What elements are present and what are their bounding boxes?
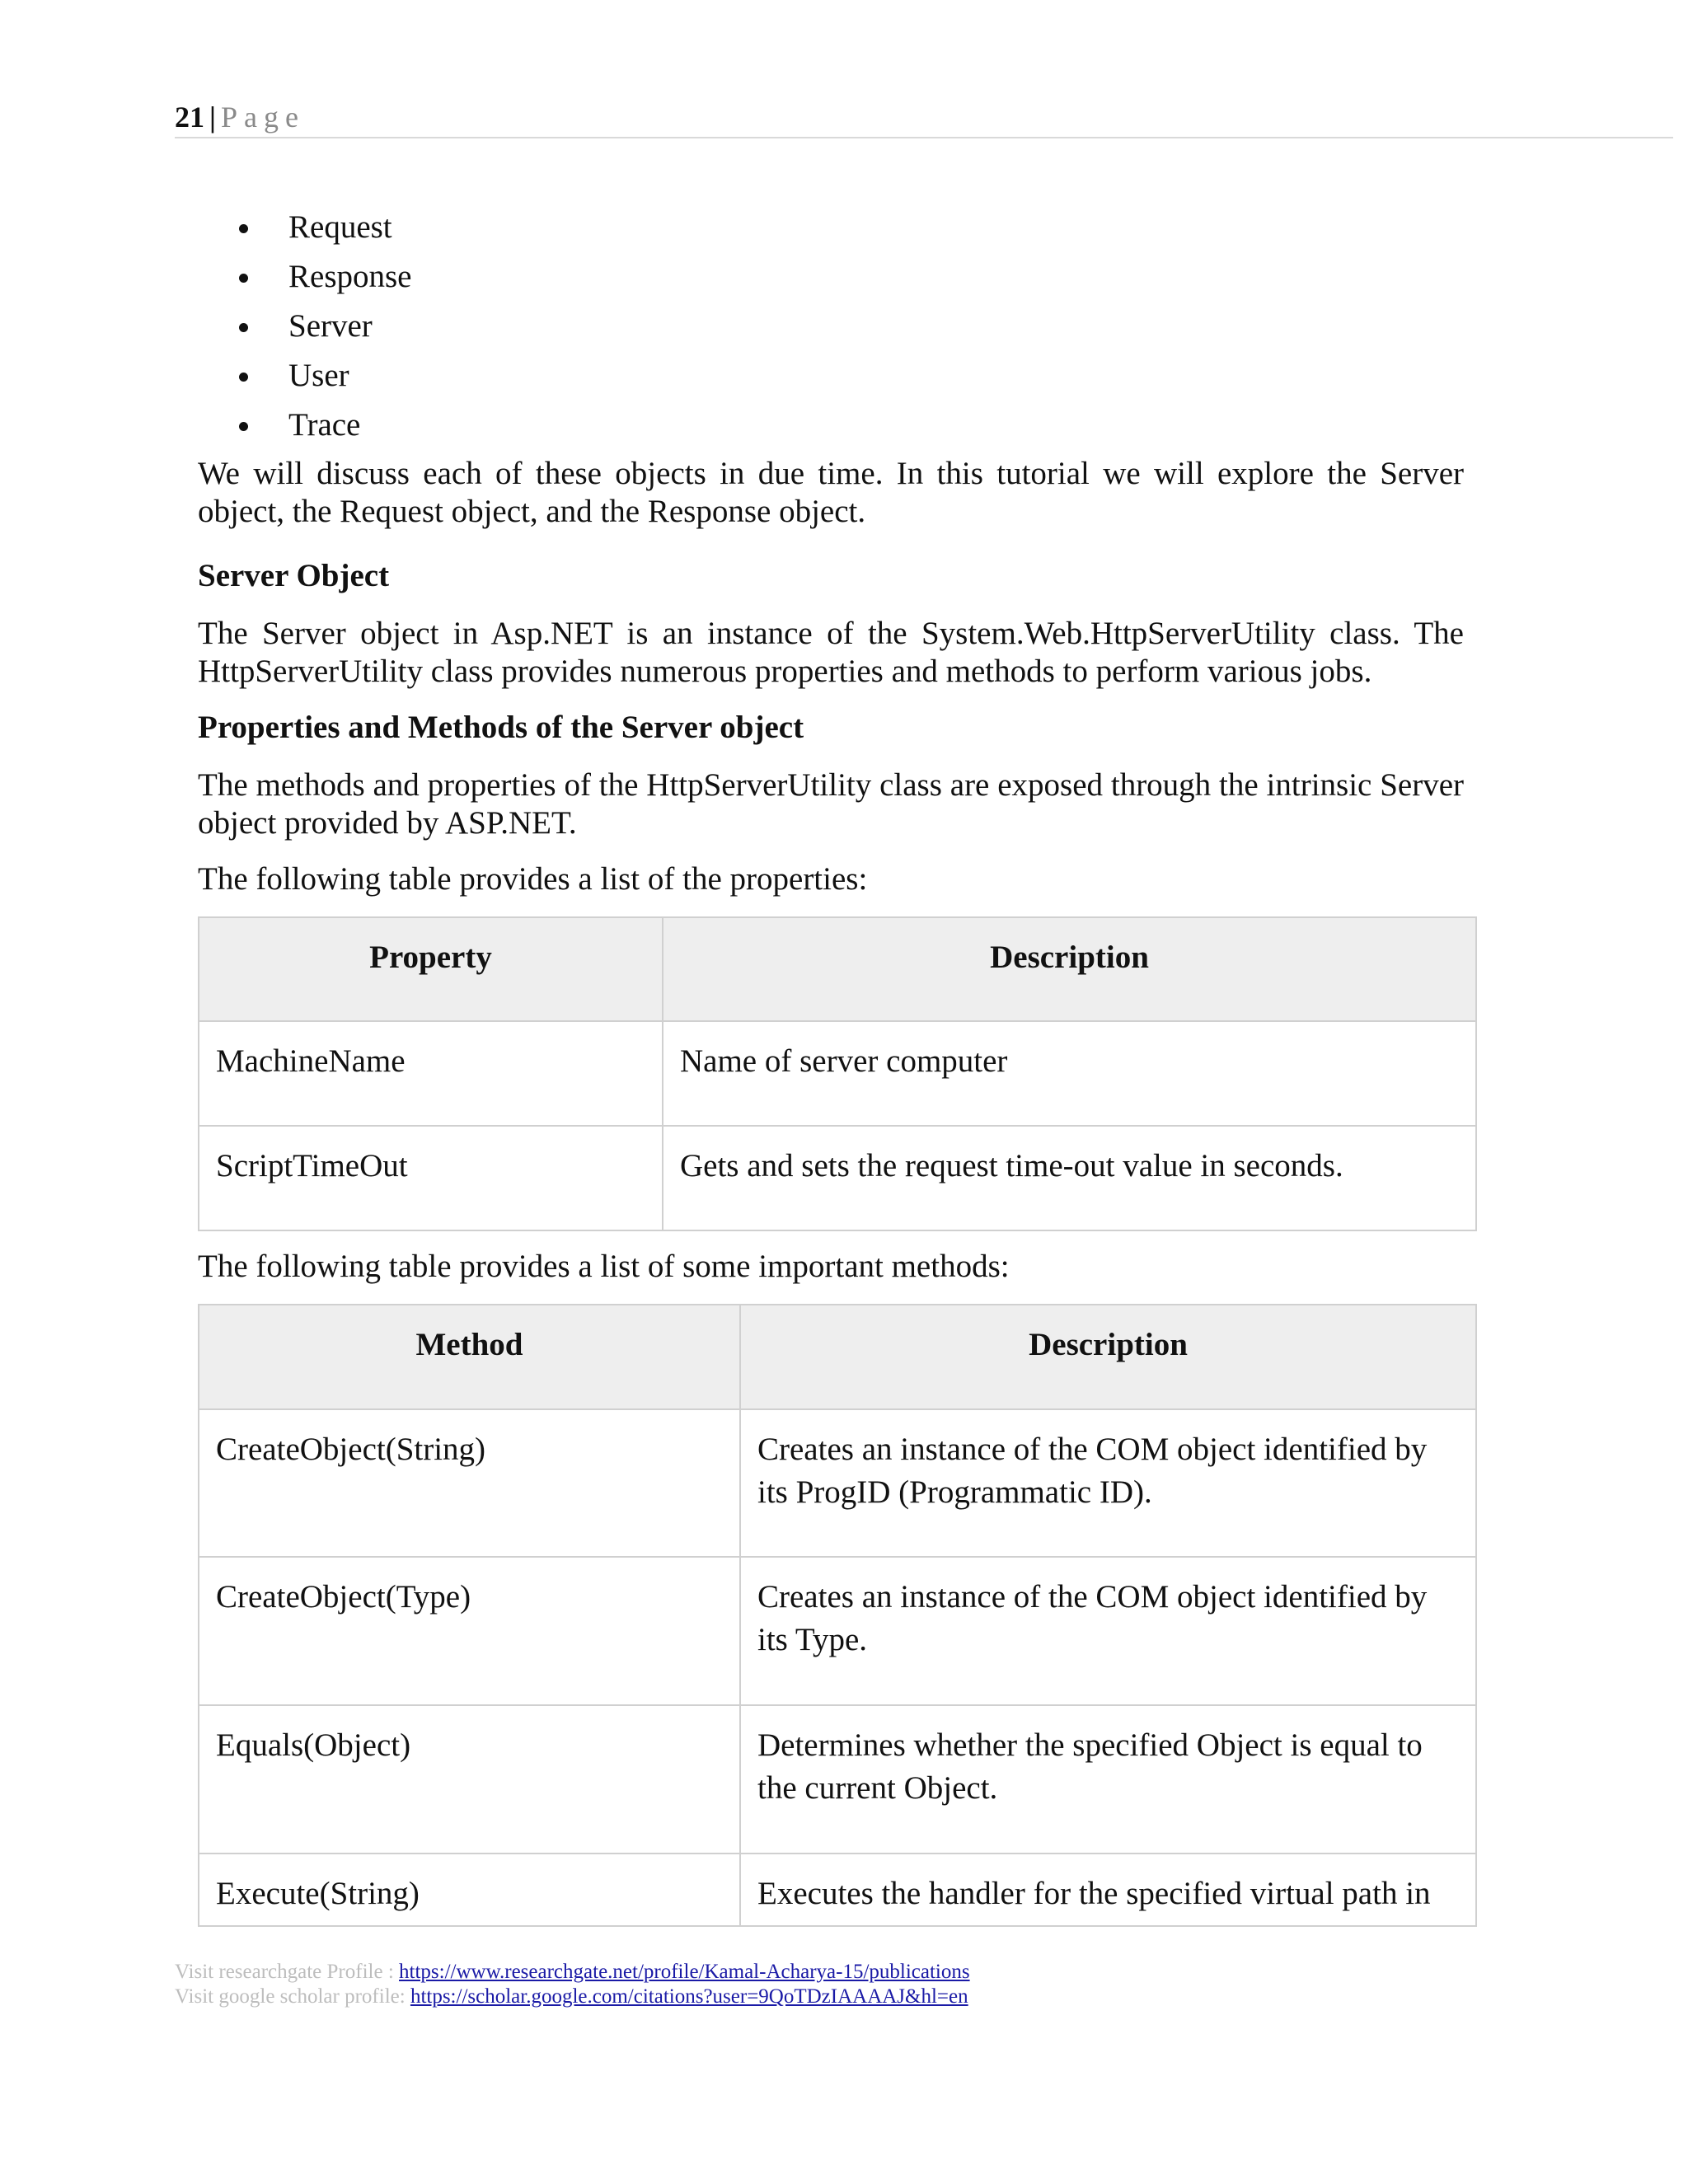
- table-row: [199, 1705, 1476, 1854]
- server-object-paragraph: The Server object in Asp.NET is an instance of the System.Web.HttpServerUtility class. The HttpServerUtility class provides numerous properties and methods to perform various jobs.: [198, 616, 1464, 689]
- method-description-cell: Determines whether the specified Object is equal to the current Object.: [740, 1705, 1476, 1854]
- column-header-description: Description: [663, 917, 1476, 1021]
- page-footer: [175, 1960, 970, 2009]
- method-description-cell: Creates an instance of the COM object identified by its Type.: [740, 1557, 1476, 1705]
- scholar-line: [175, 1985, 970, 2009]
- scholar-link[interactable]: https://scholar.google.com/citations?user=9QoTDzIAAAAJ&hl=en: [410, 1985, 968, 2008]
- table-header-row: [199, 1305, 1476, 1409]
- list-item: [198, 351, 1464, 401]
- property-name-cell: ScriptTimeOut: [199, 1126, 663, 1230]
- column-header-method: Method: [199, 1305, 740, 1409]
- researchgate-line: [175, 1960, 970, 1985]
- list-item: [198, 302, 1464, 351]
- object-list: [198, 203, 1464, 450]
- method-name-cell: CreateObject(String): [199, 1409, 740, 1557]
- method-name-cell: CreateObject(Type): [199, 1557, 740, 1705]
- bullet-icon: [239, 224, 248, 233]
- properties-table-caption: The following table provides a list of the properties:: [198, 861, 868, 897]
- bullet-icon: [239, 323, 248, 332]
- page-separator: |: [209, 101, 216, 134]
- column-header-property: Property: [199, 917, 663, 1021]
- method-description-cell: Creates an instance of the COM object identified by its ProgID (Programmatic ID).: [740, 1409, 1476, 1557]
- column-header-description: Description: [740, 1305, 1476, 1409]
- scholar-label: Visit google scholar profile:: [175, 1985, 410, 2008]
- bullet-icon: [239, 422, 248, 431]
- methods-table: [198, 1304, 1477, 1927]
- list-item-label: Response: [288, 259, 412, 294]
- properties-table: [198, 916, 1477, 1231]
- table-row: [199, 1409, 1476, 1557]
- list-item: [198, 203, 1464, 252]
- table-row: [199, 1854, 1476, 1926]
- properties-methods-heading: Properties and Methods of the Server object: [198, 710, 804, 745]
- table-row: [199, 1021, 1476, 1126]
- list-item: [198, 401, 1464, 450]
- table-row: [199, 1557, 1476, 1705]
- list-item-label: Trace: [288, 407, 361, 443]
- property-description-cell: Gets and sets the request time-out value in seconds.: [663, 1126, 1476, 1230]
- method-description-cell: Executes the handler for the specified virtual path in: [740, 1854, 1476, 1926]
- researchgate-link[interactable]: https://www.researchgate.net/profile/Kamal-Acharya-15/publications: [399, 1961, 970, 1983]
- bullet-icon: [239, 373, 248, 382]
- property-name-cell: MachineName: [199, 1021, 663, 1126]
- bullet-icon: [239, 274, 248, 283]
- page-header: [175, 97, 1673, 138]
- table-header-row: [199, 917, 1476, 1021]
- table-row: [199, 1126, 1476, 1230]
- list-item-label: Server: [288, 308, 373, 344]
- method-name-cell: Execute(String): [199, 1854, 740, 1926]
- method-name-cell: Equals(Object): [199, 1705, 740, 1854]
- page-content: [198, 203, 1464, 1927]
- properties-methods-paragraph: The methods and properties of the HttpServerUtility class are exposed through the intrinsic Server object provided by ASP.NET.: [198, 767, 1464, 841]
- intro-paragraph: We will discuss each of these objects in due time. In this tutorial we will explore the Server object, the Request object, and the Response object.: [198, 456, 1464, 529]
- list-item: [198, 252, 1464, 302]
- methods-table-caption: The following table provides a list of some important methods:: [198, 1249, 1010, 1284]
- list-item-label: Request: [288, 209, 392, 245]
- researchgate-label: Visit researchgate Profile :: [175, 1961, 400, 1983]
- property-description-cell: Name of server computer: [663, 1021, 1476, 1126]
- list-item-label: User: [288, 358, 349, 393]
- page-number: 21: [175, 101, 204, 134]
- page-word: Page: [220, 101, 305, 134]
- server-object-heading: Server Object: [198, 558, 390, 593]
